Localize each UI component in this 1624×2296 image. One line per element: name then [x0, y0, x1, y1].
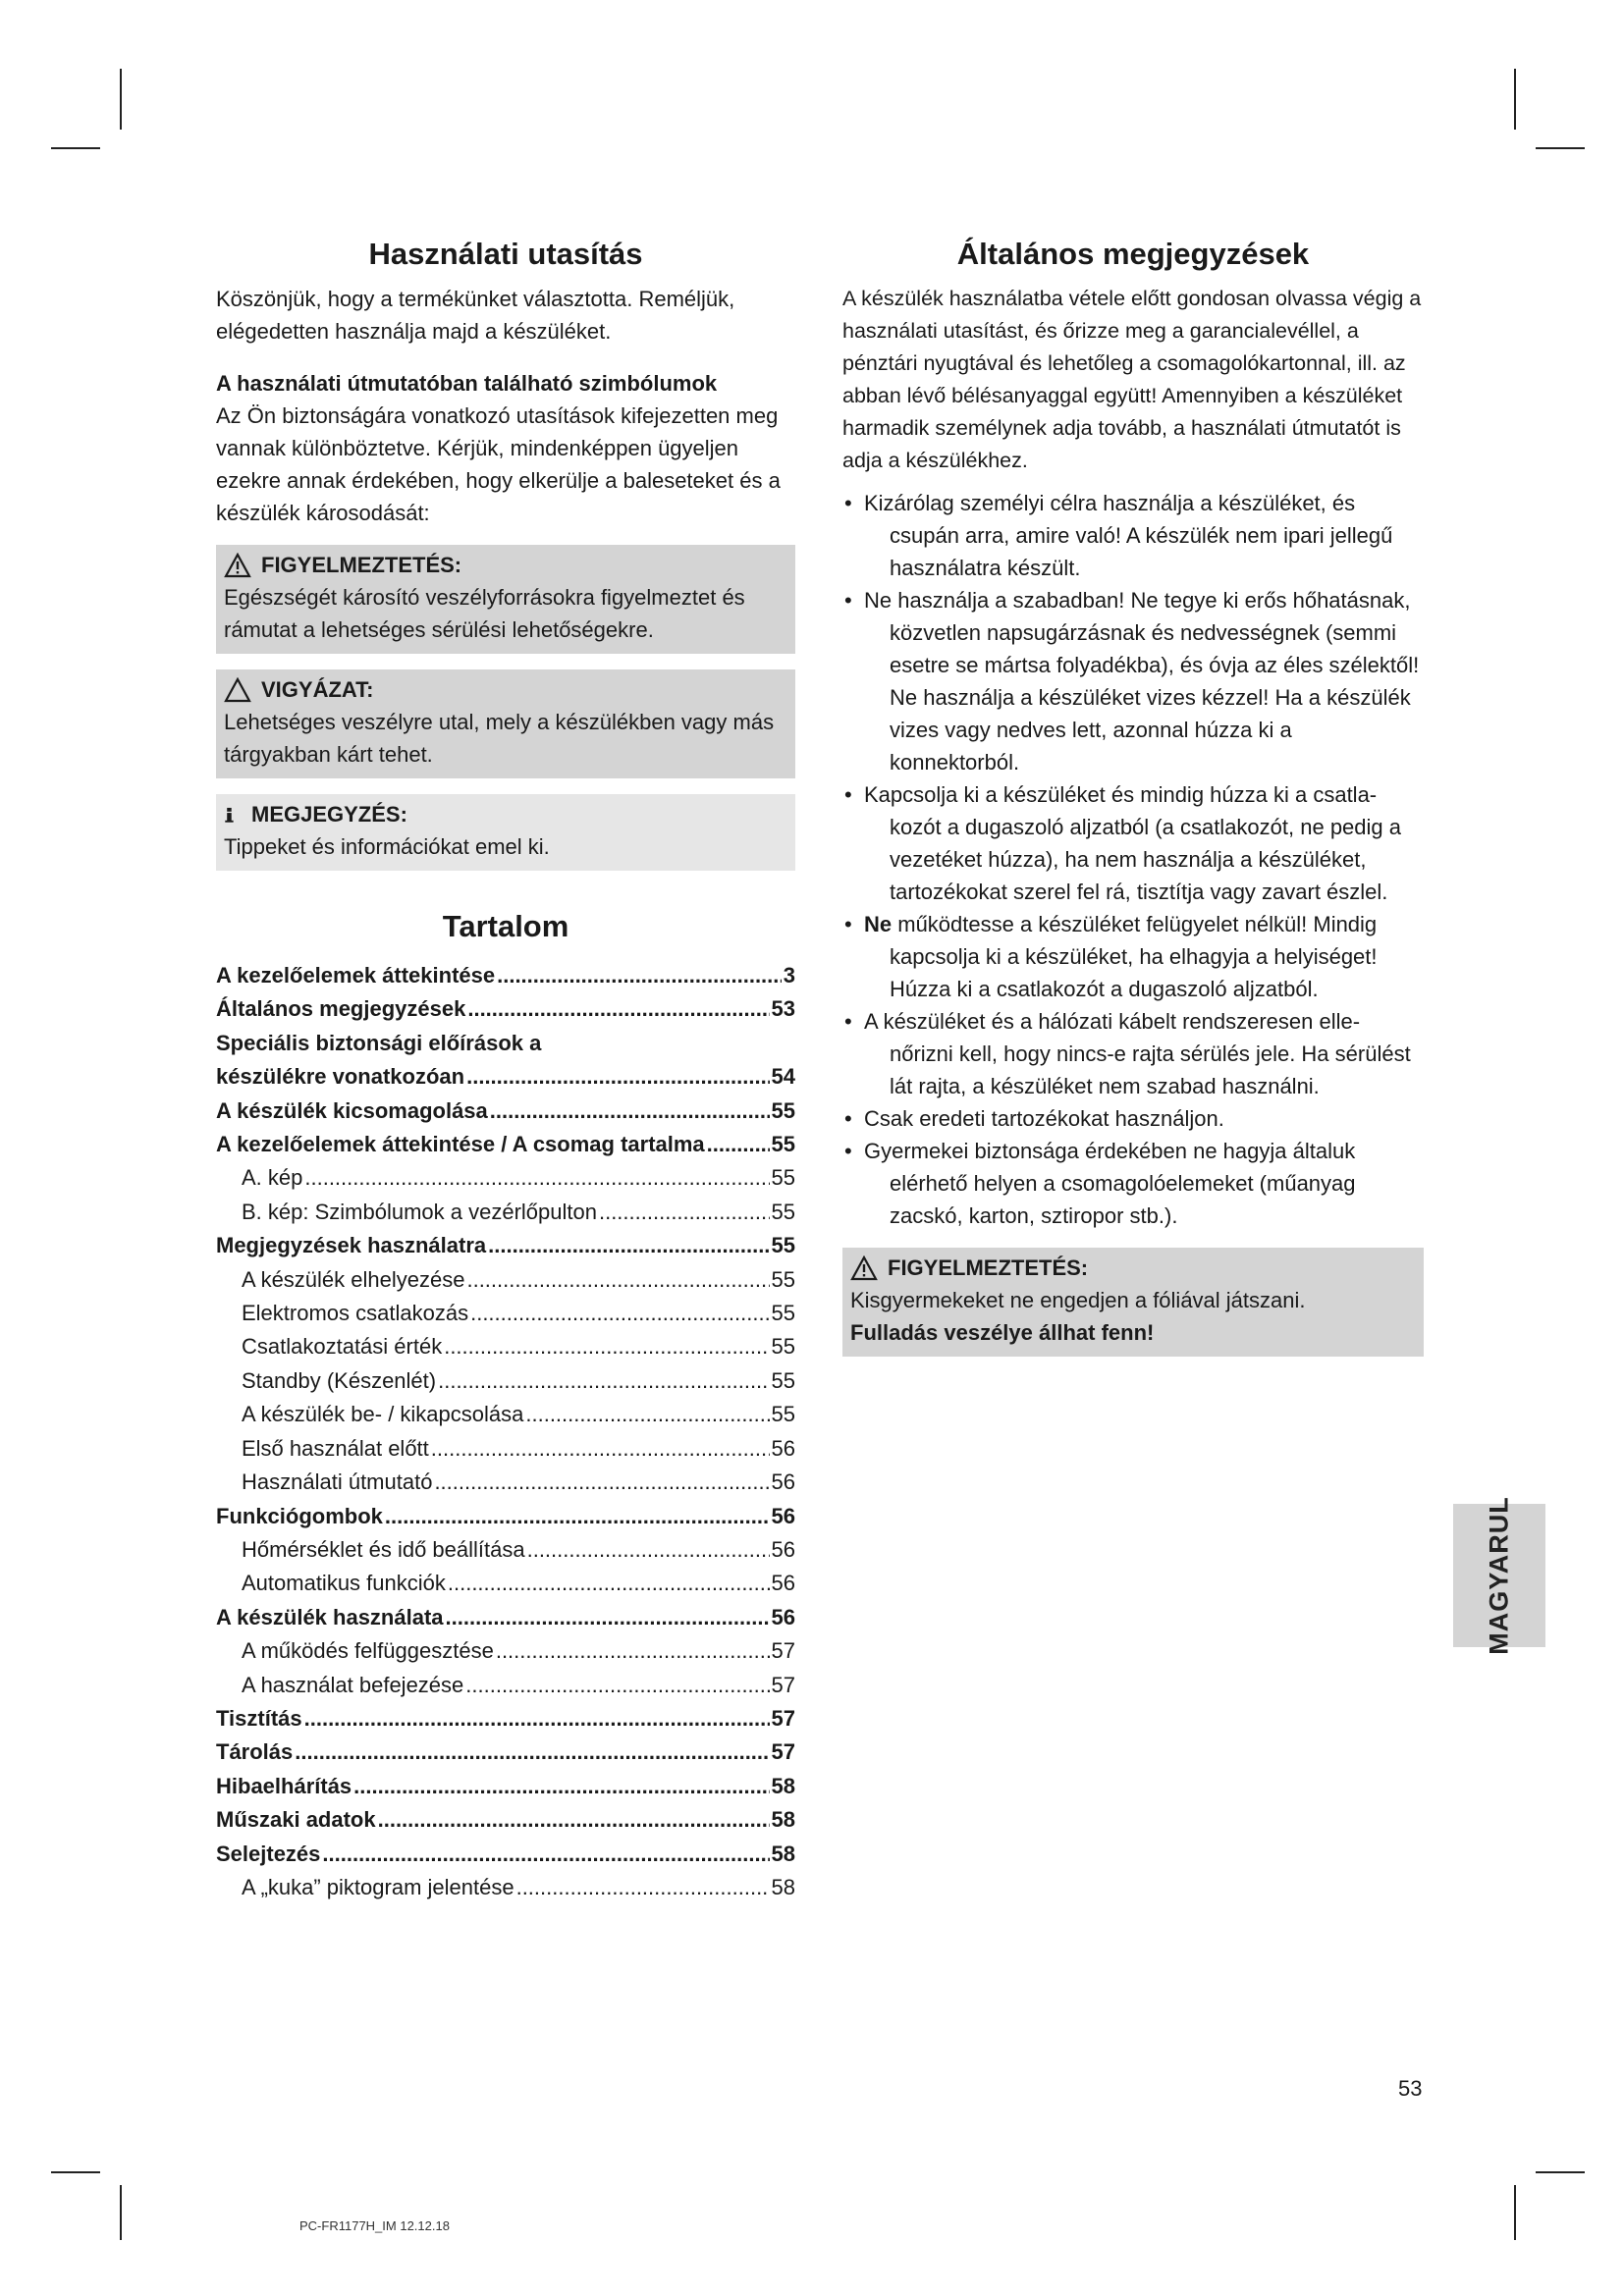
caution-title: VIGYÁZAT: [261, 677, 374, 702]
toc-dot-leader [490, 1095, 770, 1128]
toc-dot-leader [516, 1871, 770, 1904]
toc-entry-page: 57 [771, 1705, 795, 1731]
crop-mark [51, 147, 100, 149]
footer-code: PC-FR1177H_IM 12.12.18 [299, 2218, 450, 2233]
crop-mark [120, 69, 122, 130]
toc-entry [216, 1432, 795, 1466]
toc-entry [216, 1838, 795, 1871]
bullet-text: Gyermekei biztonsága érdekében ne hagyja általuk [864, 1139, 1356, 1163]
toc-dot-leader [444, 1330, 769, 1363]
crop-mark [1536, 2171, 1585, 2173]
note-text: Tippeket és információkat emel ki. [224, 834, 550, 859]
toc-entry [216, 1567, 795, 1600]
toc-entry-label: A készülék elhelyezése [242, 1266, 465, 1292]
toc-entry-page: 56 [771, 1469, 795, 1495]
toc-dot-leader [304, 1161, 769, 1195]
toc-entry [216, 1060, 795, 1094]
toc-entry-label: A „kuka” piktogram jelentése [242, 1874, 514, 1899]
toc-dot-leader [467, 992, 769, 1026]
safety-bullet-list [842, 487, 1424, 1232]
toc-entry [216, 1297, 795, 1330]
safety-bullet [842, 908, 1424, 1005]
toc-entry-label: B. kép: Szimbólumok a vezérlőpulton [242, 1199, 597, 1224]
safety-bullet [842, 1102, 1424, 1135]
caution-box [216, 669, 795, 778]
bullet-lead: Ne [864, 912, 893, 936]
toc-entry-label: Hőmérséklet és idő beállítása [242, 1536, 525, 1562]
toc-entry [216, 1398, 795, 1431]
toc-entry [216, 1871, 795, 1904]
toc-dot-leader [385, 1500, 770, 1533]
warning-box [216, 545, 795, 654]
language-tab [1453, 1496, 1545, 1655]
caution-text: Lehetséges veszélyre utal, mely a készülékben vagy más tárgyakban kárt tehet. [224, 710, 775, 767]
toc-entry-label: készülékre vonatkozóan [216, 1064, 465, 1090]
safety-bullet [842, 778, 1424, 908]
toc-entry [216, 1229, 795, 1262]
right-warning-title: FIGYELMEZTETÉS: [888, 1255, 1089, 1280]
bullet-text: Ne használja a szabadban! Ne tegye ki erős hőhatásnak, [864, 588, 1411, 613]
toc-entry [216, 1601, 795, 1634]
crop-mark [1514, 2185, 1516, 2240]
toc-dot-leader [434, 1466, 769, 1499]
toc-entry-label: A készülék használata [216, 1604, 444, 1629]
toc-entry-page: 55 [771, 1301, 795, 1326]
toc-entry [216, 1330, 795, 1363]
toc-entry-label: Tisztítás [216, 1705, 302, 1731]
toc-dot-leader [527, 1533, 770, 1567]
toc-entry-page: 55 [771, 1132, 795, 1157]
warning-title: FIGYELMEZTETÉS: [261, 553, 462, 577]
toc-entry-page: 58 [771, 1874, 795, 1899]
toc-entry-page: 55 [771, 1266, 795, 1292]
toc-entry-page: 55 [771, 1402, 795, 1427]
page-number: 53 [1398, 2076, 1423, 2101]
toc-entry-label: Használati útmutató [242, 1469, 433, 1495]
toc-entry-label: Tárolás [216, 1739, 294, 1765]
toc-dot-leader [322, 1838, 769, 1871]
toc-dot-leader [707, 1128, 770, 1161]
crop-mark [1514, 69, 1516, 130]
toc-entry-page: 56 [771, 1503, 795, 1528]
toc-entry [216, 1500, 795, 1533]
toc-entry-page: 56 [771, 1435, 795, 1461]
toc-entry [216, 1669, 795, 1702]
toc-entry-page: 58 [771, 1773, 795, 1798]
bullet-text-continued: kapcsolja ki a készüléket, ha elhagyja a helyiséget! Húzza ki a csatlakozót a dugaszoló aljzatból. [890, 944, 1378, 1001]
toc-entry [216, 1161, 795, 1195]
safety-bullet [842, 1005, 1424, 1102]
right-warning-bold-text: Fulladás veszélye állhat fenn! [850, 1320, 1155, 1345]
toc-entry-page: 55 [771, 1334, 795, 1360]
toc-dot-leader [497, 959, 782, 992]
safety-bullet [842, 584, 1424, 778]
toc-dot-leader [466, 1060, 769, 1094]
toc-entry-page: 56 [771, 1536, 795, 1562]
toc-entry-page: 55 [771, 1199, 795, 1224]
toc-dot-leader [353, 1770, 769, 1803]
toc-entry [216, 1770, 795, 1803]
toc-entry [216, 1702, 795, 1735]
left-column [216, 236, 795, 1904]
intro-text: Köszönjük, hogy a termékünket választotta. Reméljük, elégedetten használja majd a készüléket. [216, 287, 735, 344]
toc-entry [216, 1027, 795, 1060]
toc-entry-page: 57 [771, 1739, 795, 1765]
toc-entry-label: Selejtezés [216, 1841, 321, 1866]
toc-entry-page: 58 [771, 1841, 795, 1866]
info-icon [224, 802, 242, 828]
toc-entry-label: Automatikus funkciók [242, 1571, 446, 1596]
toc-dot-leader [446, 1601, 770, 1634]
bullet-text: működtesse a készüléket felügyelet nélkül! Mindig [892, 912, 1378, 936]
toc-dot-leader [465, 1669, 769, 1702]
right-column [842, 236, 1424, 1357]
toc-entry [216, 1803, 795, 1837]
toc-entry-label: A készülék be- / kikapcsolása [242, 1402, 524, 1427]
toc-entry-page: 56 [771, 1571, 795, 1596]
symbols-text: Az Ön biztonságára vonatkozó utasítások kifejezetten meg vannak különböztetve. Kérjük, mindenképpen ügyeljen ezekre annak érdekében, hogy elkerülje a baleseteket és a készülék károsodását: [216, 403, 781, 525]
toc-entry-page: 55 [771, 1233, 795, 1258]
toc-entry-label: Megjegyzések használatra [216, 1233, 487, 1258]
warning-text: Egészségét károsító veszélyforrásokra figyelmeztet és rámutat a lehetséges sérülési lehetőségekre. [224, 585, 745, 642]
manual-title: Használati utasítás [368, 237, 643, 271]
toc-entry-label: Műszaki adatok [216, 1807, 376, 1833]
toc-entry-page: 55 [771, 1165, 795, 1191]
bullet-text: Csak eredeti tartozékokat használjon. [864, 1106, 1224, 1131]
safety-bullet [842, 1135, 1424, 1232]
toc-entry-label: A kezelőelemek áttekintése / A csomag tartalma [216, 1132, 705, 1157]
toc-entry [216, 1634, 795, 1668]
toc-dot-leader [438, 1364, 769, 1398]
toc-entry-label: Általános megjegyzések [216, 996, 466, 1022]
toc-dot-leader [295, 1735, 769, 1769]
warning-triangle-icon [850, 1255, 878, 1281]
toc-entry [216, 1263, 795, 1297]
table-of-contents [216, 959, 795, 1904]
toc-entry-label: Speciális biztonsági előírások a [216, 1030, 542, 1055]
toc-entry-page: 3 [783, 963, 795, 988]
toc-dot-leader [470, 1297, 769, 1330]
toc-dot-leader [466, 1263, 769, 1297]
toc-dot-leader [304, 1702, 770, 1735]
toc-entry-label: A. kép [242, 1165, 303, 1191]
toc-entry-page: 53 [771, 996, 795, 1022]
toc-entry-page: 55 [771, 1367, 795, 1393]
bullet-text: Kapcsolja ki a készüléket és mindig húzza ki a csatla- [864, 782, 1378, 807]
toc-dot-leader [599, 1196, 770, 1229]
toc-entry [216, 1735, 795, 1769]
toc-entry [216, 1364, 795, 1398]
general-notes-intro: A készülék használatba vétele előtt gondosan olvassa végig a használati utasítást, és őrizze meg a garancialevéllel, a pénztári nyugtával és lehetőleg a csomagolókartonnal, ill. az abban lévő bélésanyaggal együtt! Amennyiben a készüléket harmadik személynek adja tovább, a használati útmutatót is adja a készülékhez. [842, 287, 1422, 472]
toc-entry-label: A működés felfüggesztése [242, 1638, 494, 1664]
bullet-text-continued: csupán arra, amire való! A készülék nem ipari jellegű használatra készült. [890, 523, 1393, 580]
toc-entry-label: A használat befejezése [242, 1672, 464, 1697]
toc-entry-label: A kezelőelemek áttekintése [216, 963, 496, 988]
toc-dot-leader [525, 1398, 769, 1431]
general-notes-title: Általános megjegyzések [956, 237, 1310, 271]
toc-dot-leader [488, 1229, 769, 1262]
toc-entry-label: Hibaelhárítás [216, 1773, 352, 1798]
toc-entry [216, 1466, 795, 1499]
toc-entry-label: A készülék kicsomagolása [216, 1097, 488, 1123]
bullet-text: A készüléket és a hálózati kábelt rendszeresen elle- [864, 1009, 1361, 1034]
caution-triangle-icon [224, 677, 251, 703]
crop-mark [51, 2171, 100, 2173]
toc-title: Tartalom [442, 909, 569, 943]
toc-entry-label: Funkciógombok [216, 1503, 383, 1528]
toc-entry [216, 1533, 795, 1567]
toc-entry-page: 54 [771, 1064, 795, 1090]
toc-entry [216, 992, 795, 1026]
toc-entry-label: Csatlakoztatási érték [242, 1334, 443, 1360]
bullet-text-continued: közvetlen napsugárzásnak és nedvességnek (semmi esetre se mártsa folyadékba), és óvja az éles szélektől! Ne használja a készüléket vizes kézzel! Ha a készülék vizes vagy nedves lett, azonnal húzza ki a konnektorból. [890, 620, 1420, 774]
toc-dot-leader [378, 1803, 770, 1837]
toc-entry-page: 58 [771, 1807, 795, 1833]
toc-dot-leader [448, 1567, 770, 1600]
note-box [216, 794, 795, 871]
toc-entry [216, 959, 795, 992]
toc-entry-label: Első használat előtt [242, 1435, 429, 1461]
crop-mark [1536, 147, 1585, 149]
toc-entry-page: 56 [771, 1604, 795, 1629]
bullet-text-continued: kozót a dugaszoló aljzatból (a csatlakozót, ne pedig a vezetéket húzza), ha nem használja a készüléket, tartozékokat szerel fel rá, tisztítja vagy zavart észlel. [890, 815, 1401, 904]
toc-entry-label: Elektromos csatlakozás [242, 1301, 469, 1326]
toc-dot-leader [496, 1634, 770, 1668]
toc-entry-page: 57 [771, 1638, 795, 1664]
toc-entry-page: 55 [771, 1097, 795, 1123]
language-tab-label: MAGYARUL [1484, 1496, 1514, 1655]
note-title: MEGJEGYZÉS: [251, 802, 407, 827]
right-warning-text: Kisgyermekeket ne engedjen a fóliával játszani. [850, 1288, 1306, 1312]
toc-entry-label: Standby (Készenlét) [242, 1367, 437, 1393]
toc-entry-page: 57 [771, 1672, 795, 1697]
bullet-text: Kizárólag személyi célra használja a készüléket, és [864, 491, 1356, 515]
bullet-text-continued: elérhető helyen a csomagolóelemeket (műanyag zacskó, karton, sztiropor stb.). [890, 1171, 1356, 1228]
crop-mark [120, 2185, 122, 2240]
toc-entry [216, 1128, 795, 1161]
warning-triangle-icon [224, 553, 251, 578]
toc-entry [216, 1196, 795, 1229]
toc-entry [216, 1095, 795, 1128]
safety-bullet [842, 487, 1424, 584]
bullet-text-continued: nőrizni kell, hogy nincs-e rajta sérülés jele. Ha sérülést lát rajta, a készüléket nem szabad használni. [890, 1041, 1411, 1098]
right-warning-box [842, 1248, 1424, 1357]
toc-dot-leader [431, 1432, 770, 1466]
symbols-heading: A használati útmutatóban található szimbólumok [216, 371, 718, 396]
